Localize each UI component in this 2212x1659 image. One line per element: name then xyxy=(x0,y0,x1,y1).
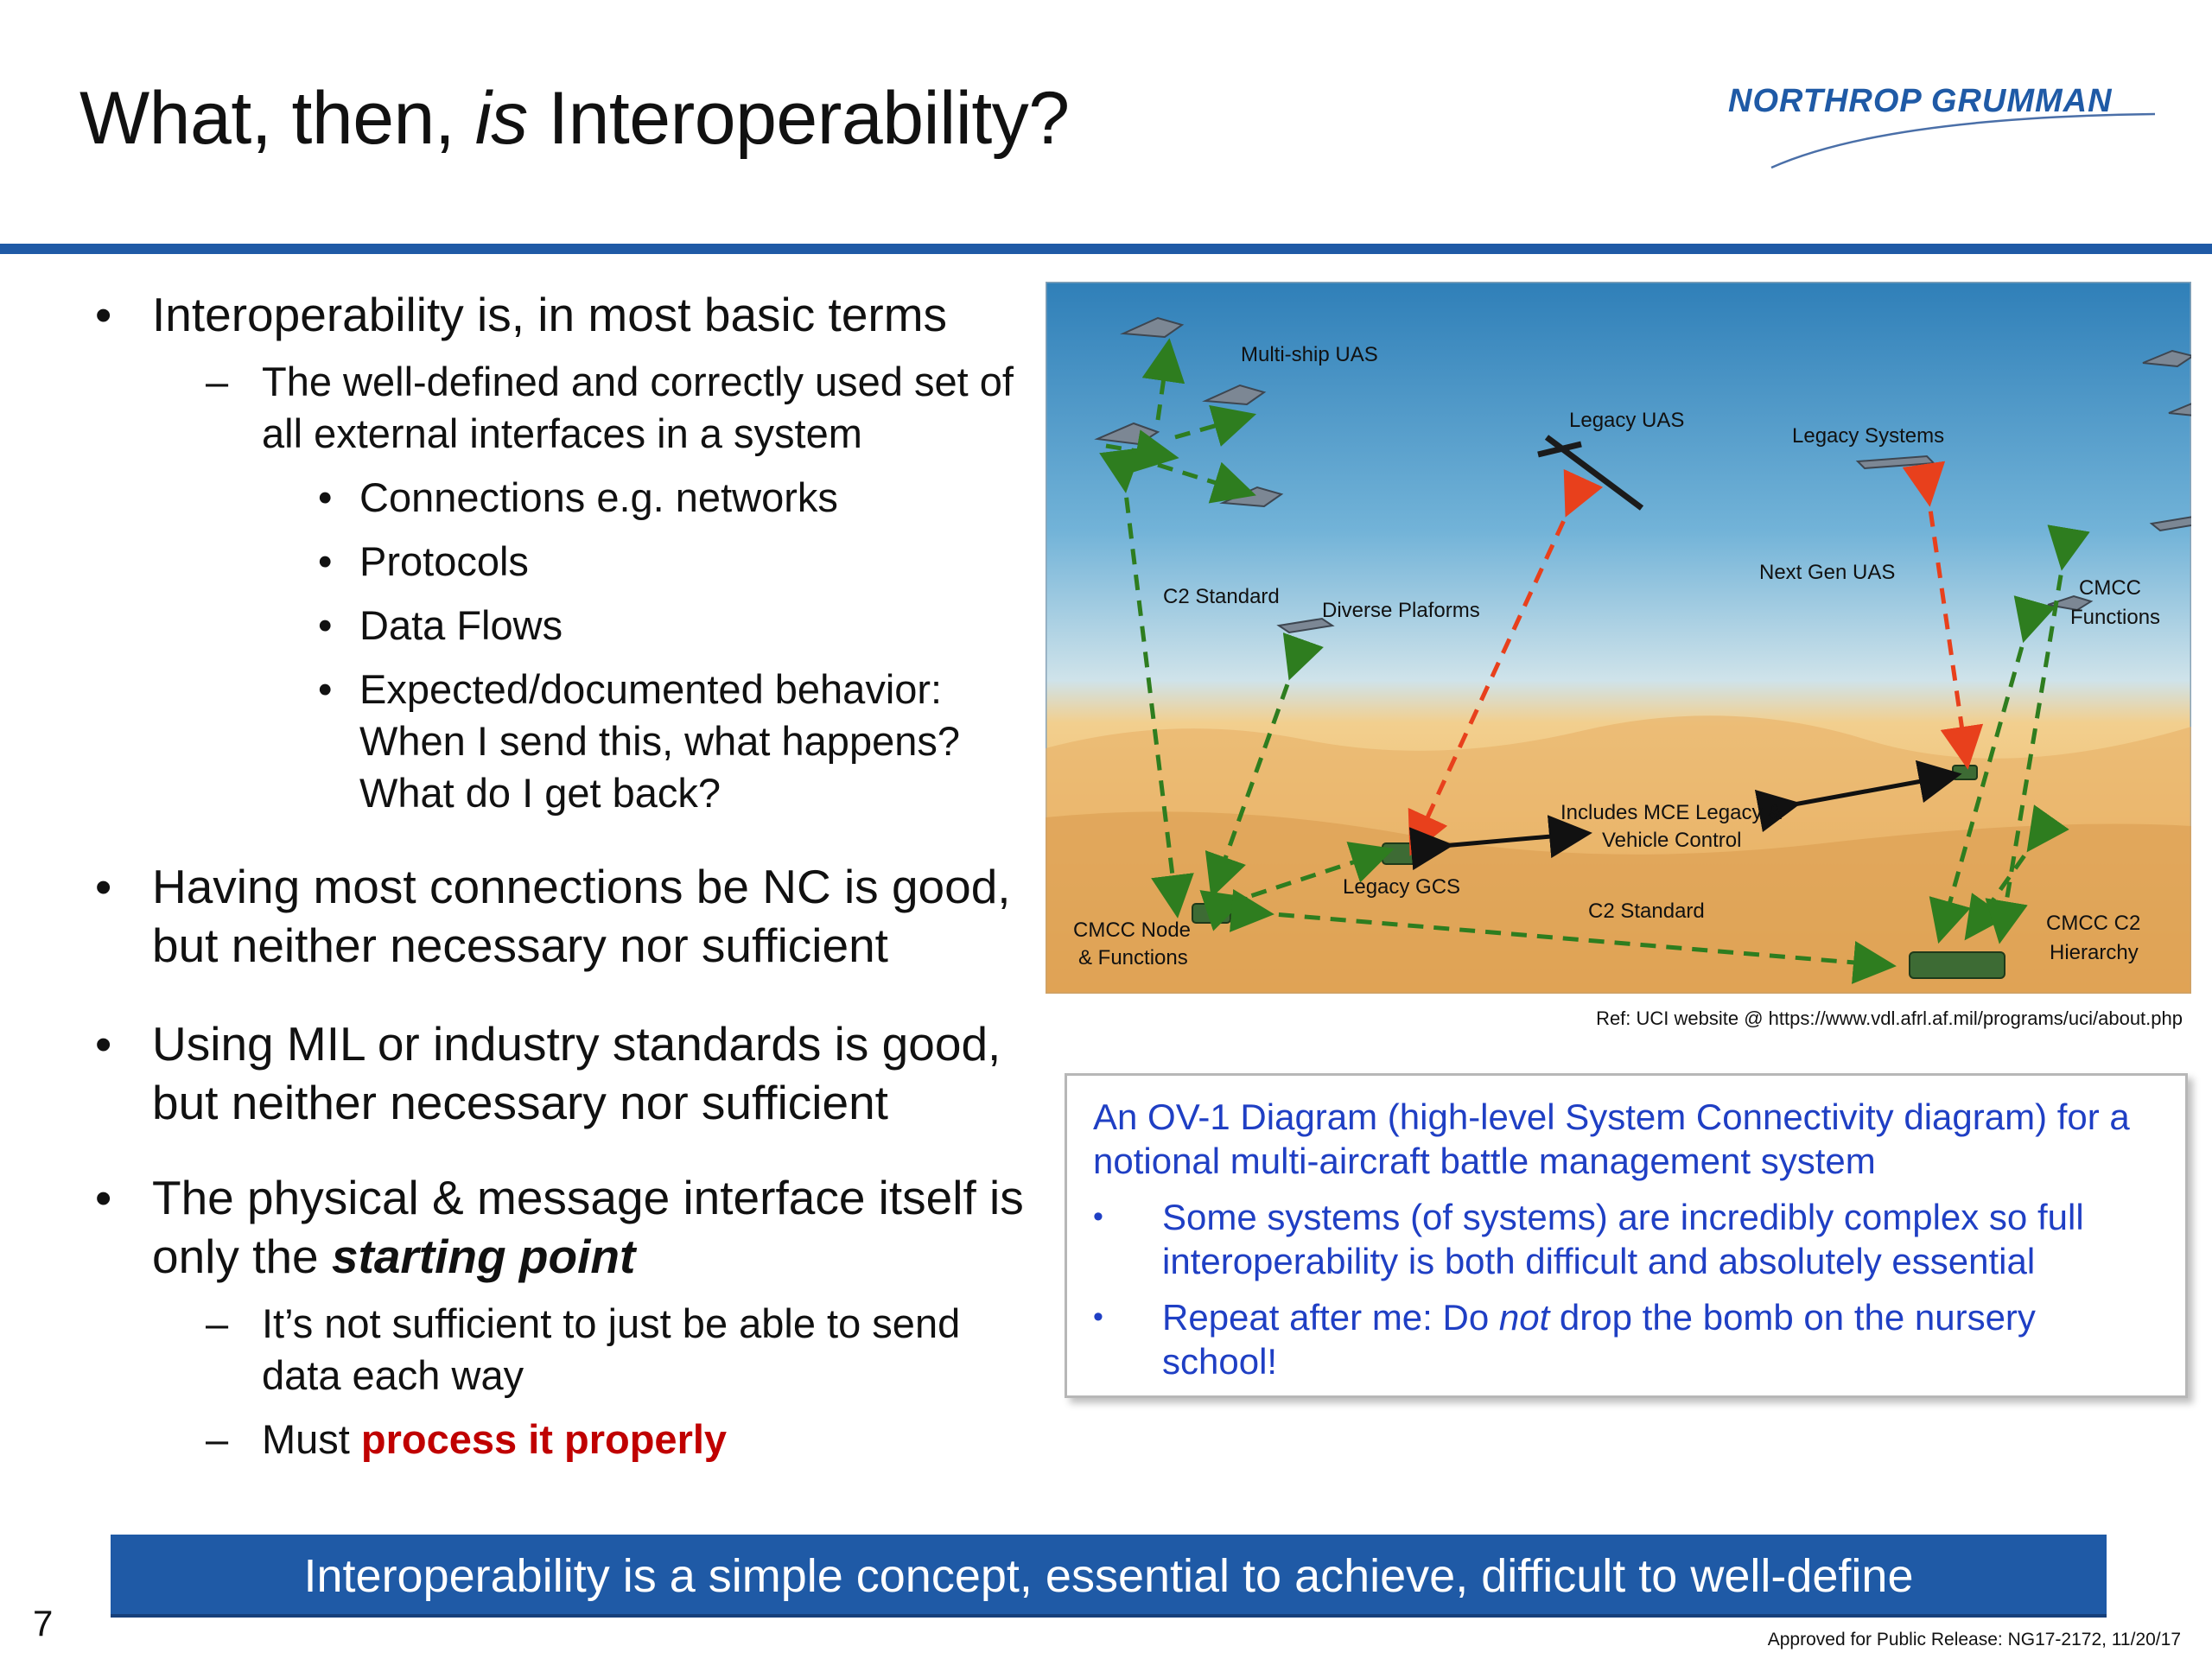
diagram-reference: Ref: UCI website @ https://www.vdl.afrl.af.mil/programs/uci/about.php xyxy=(1596,1007,2183,1029)
sub-bullet-not-sufficient: – It’s not sufficient to just be able to send data each way xyxy=(86,1298,1046,1402)
label-cmcc-functions-2: Functions xyxy=(2070,606,2161,629)
sub-item-data-flows: • Data Flows xyxy=(86,600,1046,652)
slide-title: What, then, is Interoperability? xyxy=(79,77,1070,160)
sub-item-protocols: • Protocols xyxy=(86,536,1046,588)
title-emphasis: is xyxy=(474,77,528,160)
sub-item-connections: • Connections e.g. networks xyxy=(86,472,1046,524)
label-cmcc-c2-2: Hierarchy xyxy=(2050,941,2139,964)
label-cmcc-functions: CMCC xyxy=(2079,576,2141,600)
callout-box xyxy=(1065,1073,2188,1398)
process-properly-emphasis: process it properly xyxy=(360,1416,728,1462)
sub-item-behavior: • Expected/documented behavior: When I send this, what happens? What do I get back? xyxy=(86,664,1046,819)
callout-item-complex: • Some systems (of systems) are incredibly complex so full interoperability is both difficult and absolutely essential xyxy=(1093,1195,2159,1283)
sub-bullet-interfaces: – The well-defined and correctly used set of all external interfaces in a system xyxy=(86,356,1046,460)
label-multiship: Multi-ship UAS xyxy=(1241,343,1378,366)
page-number: 7 xyxy=(33,1603,54,1643)
label-legacy-systems: Legacy Systems xyxy=(1792,424,1945,448)
label-c2-standard-bottom: C2 Standard xyxy=(1588,899,1705,923)
bullet-standards: • Using MIL or industry standards is good, but neither necessary nor sufficient xyxy=(86,1014,1046,1132)
starting-point-emphasis: starting point xyxy=(331,1230,636,1283)
label-cmcc-node-2: & Functions xyxy=(1078,946,1188,969)
label-mce: Includes MCE Legacy & xyxy=(1560,801,1783,824)
callout-item-nursery: • Repeat after me: Do not drop the bomb on the nursery school! xyxy=(1093,1295,2159,1383)
label-diverse: Diverse Plaforms xyxy=(1322,599,1480,622)
sub-bullet-process: – Must process it properly xyxy=(86,1414,1046,1465)
callout-intro: An OV-1 Diagram (high-level System Connectivity diagram) for a notional multi-aircraft battle management system xyxy=(1093,1096,2130,1181)
label-cmcc-c2: CMCC C2 xyxy=(2046,912,2141,935)
release-note: Approved for Public Release: NG17-2172, 11/20/17 xyxy=(1767,1630,2181,1649)
bullet-interoperability-basic: • Interoperability is, in most basic terms xyxy=(86,285,1046,344)
label-c2-standard-left: C2 Standard xyxy=(1163,585,1280,608)
bullet-nc-connections: • Having most connections be NC is good, but neither necessary nor sufficient xyxy=(86,857,1046,975)
ov1-diagram xyxy=(1046,282,2191,994)
label-legacy-gcs: Legacy GCS xyxy=(1343,875,1461,899)
bullet-physical-interface: • The physical & message interface itself is only the starting point xyxy=(86,1168,1046,1286)
northrop-grumman-logo: NORTHROP GRUMMAN xyxy=(1728,83,2160,178)
label-legacy-uas: Legacy UAS xyxy=(1569,409,1685,432)
summary-banner: Interoperability is a simple concept, essential to achieve, difficult to well-define xyxy=(111,1535,2107,1618)
label-nextgen: Next Gen UAS xyxy=(1759,561,1896,584)
label-cmcc-node: CMCC Node xyxy=(1073,918,1192,942)
title-divider xyxy=(0,244,2212,254)
label-mce-2: Vehicle Control xyxy=(1602,829,1742,852)
bullet-list xyxy=(86,270,1046,1465)
